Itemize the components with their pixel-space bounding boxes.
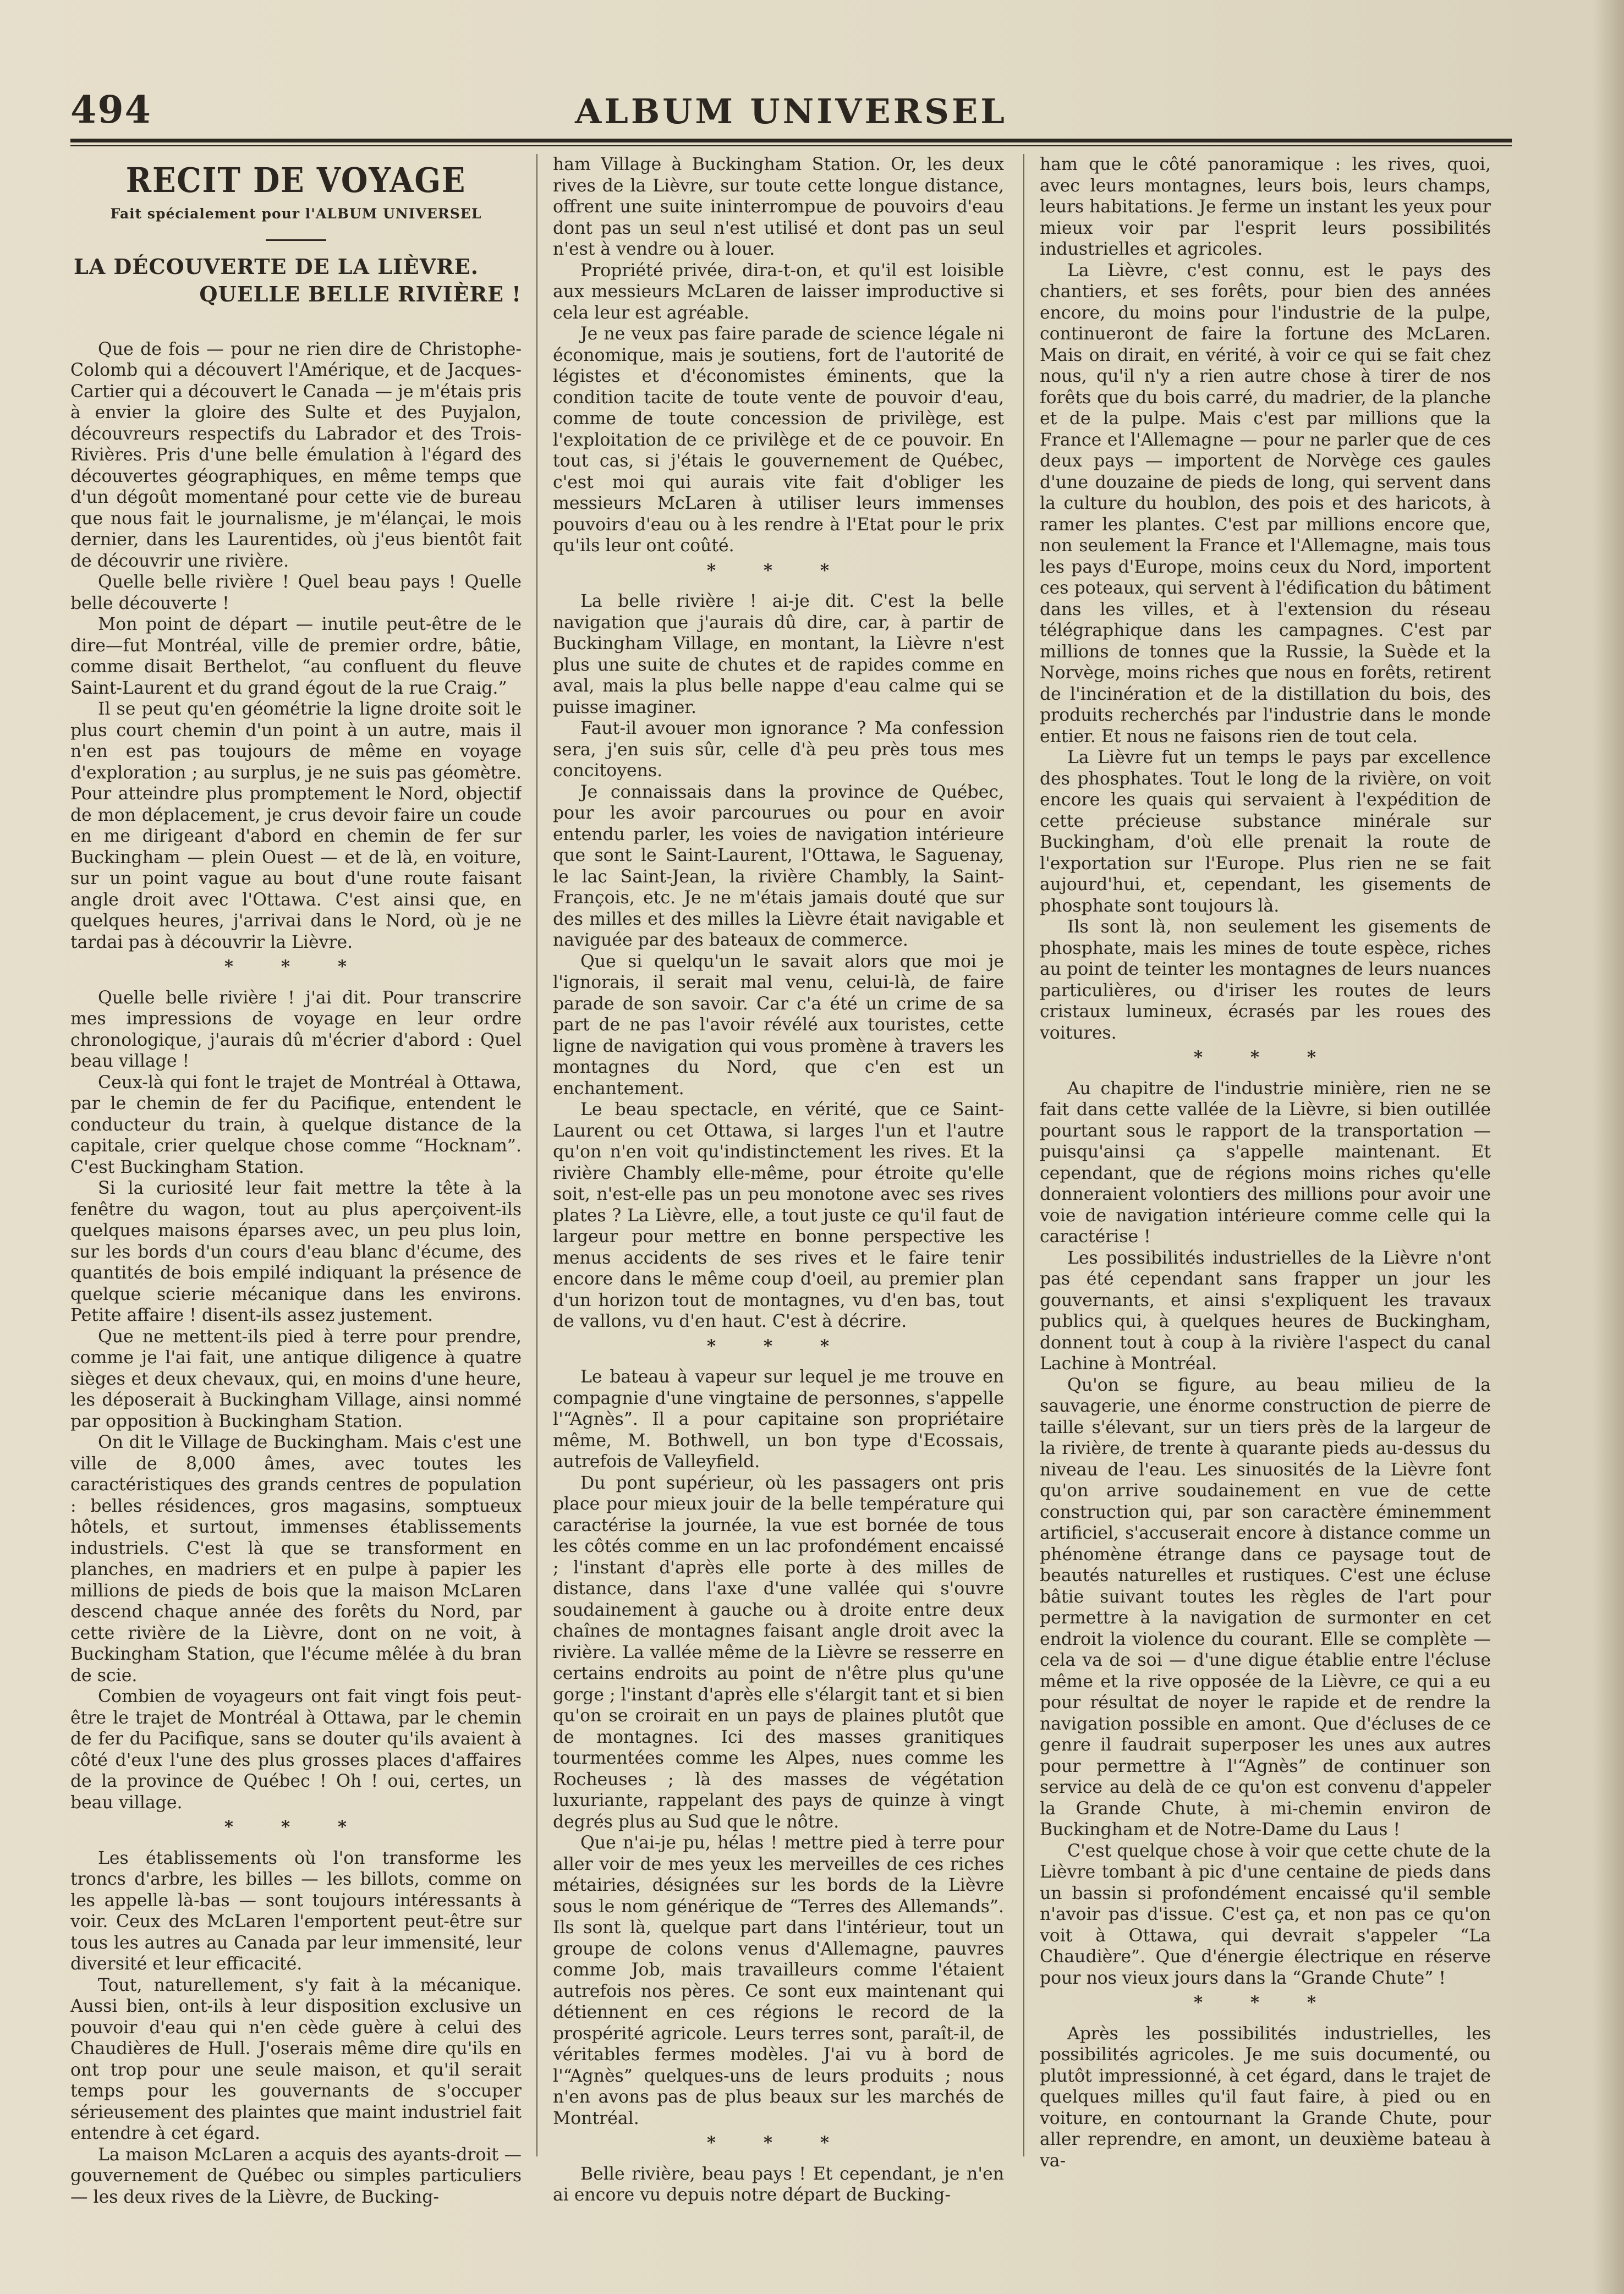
paragraph: Je connaissais dans la province de Québec, pour les avoir parcourues ou pour en avoir entendu parler, les voies de navigation intérieure que sont le Saint-Laurent, l'Ottawa, le Saguenay, le lac Saint-Jean, la rivière Chambly, la Saint-François, etc. Je ne m'étais jamais douté que sur des milles et des milles la Lièvre était navigable et naviguée par des bateaux de commerce. bbox=[553, 782, 1004, 950]
paragraph: Que si quelqu'un le savait alors que moi je l'ignorais, il serait mal venu, celui-là, de faire parade de son savoir. Car c'a été un crime de sa part de ne pas l'avoir révélé aux touristes, cette ligne de navigation qui vous promène à travers les montagnes du Nord, que c'en est un enchantement. bbox=[553, 951, 1004, 1099]
column-divider-2 bbox=[1023, 154, 1024, 2156]
section-separator: * * * bbox=[224, 957, 368, 976]
header-rule-thin bbox=[70, 145, 1512, 146]
article-title: RECIT DE VOYAGE bbox=[125, 160, 467, 200]
column-1 bbox=[70, 154, 522, 2277]
section-separator: * * * bbox=[706, 560, 851, 580]
column-3 bbox=[1040, 154, 1491, 2277]
section-separator: * * * bbox=[1193, 1047, 1337, 1067]
section-separator: * * * bbox=[224, 1817, 368, 1837]
paragraph: Les établissements où l'on transforme les troncs d'arbre, les billes — les billots, comme on les appelle là-bas — sont toujours intéressants à voir. Ceux des McLaren l'emportent peut-être sur tous les autres au Canada par leur immensité, leur diversité et leur efficacité. bbox=[70, 1848, 522, 1974]
paragraph: Belle rivière, beau pays ! Et cependant, je n'en ai encore vu depuis notre départ de Bucking- bbox=[553, 2164, 1004, 2205]
paragraph: Ceux-là qui font le trajet de Montréal à Ottawa, par le chemin de fer du Pacifique, entendent le conducteur du train, à quelque distance de la capitale, crier quelque chose comme “Hocknam”. C'est Buckingham Station. bbox=[70, 1072, 522, 1177]
paragraph: La belle rivière ! ai-je dit. C'est la belle navigation que j'aurais dû dire, car, à partir de Buckingham Village, en montant, la Lièvre n'est plus une suite de chutes et de rapides comme en aval, mais la plus belle nappe d'eau calme qui se puisse imaginer. bbox=[553, 591, 1004, 717]
paragraph: Quelle belle rivière ! Quel beau pays ! Quelle belle découverte ! bbox=[70, 572, 522, 613]
paragraph: Combien de voyageurs ont fait vingt fois peut-être le trajet de Montréal à Ottawa, par le chemin de fer du Pacifique, sans se douter qu'ils avaient à côté d'eux l'une des plus grosses places d'affaires de la province de Québec ! Oh ! oui, certes, un beau village. bbox=[70, 1687, 522, 1813]
paragraph: Mon point de départ — inutile peut-être de le dire—fut Montréal, ville de premier ordre, bâtie, comme disait Berthelot, “au confluent du fleuve Saint-Laurent et du grand égout de la rue Craig.” bbox=[70, 614, 522, 698]
paragraph: Si la curiosité leur fait mettre la tête à la fenêtre du wagon, tout au plus aperçoivent-ils quelques maisons éparses avec, un peu plus loin, sur les bords d'un cours d'eau blanc d'écume, des quantités de bois empilé indiquant la présence de quelque scierie mécanique dans les environs. Petite affaire ! disent-ils assez justement. bbox=[70, 1178, 522, 1325]
paragraph: On dit le Village de Buckingham. Mais c'est une ville de 8,000 âmes, avec toutes les caractéristiques des grands centres de population : belles résidences, gros magasins, somptueux hôtels, et surtout, immenses établissements industriels. C'est là que se transforment en planches, en madriers et en pulpe à papier les millions de pieds de bois que la maison McLaren descend chaque année des forêts du Nord, par cette rivière de la Lièvre, dont on ne voit, à Buckingham Station, que l'écume mêlée à du bran de scie. bbox=[70, 1433, 522, 1686]
paragraph: Que de fois — pour ne rien dire de Christophe-Colomb qui a découvert l'Amérique, et de Jacques-Cartier qui a découvert le Canada — je m'étais pris à envier la gloire des Sulte et des Puyjalon, découvreurs respectifs du Labrador et des Trois-Rivières. Pris d'une belle émulation à l'égard des découvertes géographiques, en même temps que d'un dégoût momentané pour cette vie de bureau que nous fait le journalisme, je m'élançai, le mois dernier, dans les Laurentides, où j'eus bientôt fait de découvrir une rivière. bbox=[70, 339, 522, 571]
page-number: 494 bbox=[70, 88, 152, 132]
paragraph: Que n'ai-je pu, hélas ! mettre pied à terre pour aller voir de mes yeux les merveilles de ces riches métairies, désignées sur les bords de la Lièvre sous le nom générique de “Terres des Allemands”. Ils sont là, quelque part dans l'intérieur, tout un groupe de colons venus d'Allemagne, pauvres comme Job, mais travailleurs comme l'étaient autrefois nos pères. Ce sont eux maintenant qui détiennent en ces régions le record de la prospérité agricole. Leurs terres sont, paraît-il, de véritables fermes modèles. J'ai vu à bord de l'“Agnès” quelques-uns de leurs produits ; nous n'en avons pas de plus beaux sur les marchés de Montréal. bbox=[553, 1833, 1004, 2128]
article-byline: Fait spécialement pour l'ALBUM UNIVERSEL bbox=[110, 206, 482, 222]
paragraph: Je ne veux pas faire parade de science légale ni économique, mais je soutiens, fort de l'autorité de légistes et d'économistes éminents, que la condition tacite de toute vente de pouvoir d'eau, comme de toute concession de privilège, est l'exploitation de ce privilège et de ce pouvoir. En tout cas, si j'étais le gouvernement de Québec, c'est moi qui aurais vite fait d'obliger les messieurs McLaren à utiliser leurs immenses pouvoirs d'eau ou à les rendre à l'Etat pour le prix qu'ils leur ont coûté. bbox=[553, 324, 1004, 556]
title-rule bbox=[266, 239, 326, 241]
paragraph: Le bateau à vapeur sur lequel je me trouve en compagnie d'une vingtaine de personnes, s'appelle l'“Agnès”. Il a pour capitaine son propriétaire même, M. Bothwell, un bon type d'Ecossais, autrefois de Valleyfield. bbox=[553, 1367, 1004, 1472]
paragraph: Quelle belle rivière ! j'ai dit. Pour transcrire mes impressions de voyage en leur ordre chronologique, j'aurais dû m'écrier d'abord : Quel beau village ! bbox=[70, 987, 522, 1071]
section-separator: * * * bbox=[1193, 1993, 1337, 2012]
paragraph: Après les possibilités industrielles, les possibilités agricoles. Je me suis documenté, ou plutôt impressionné, à cet égard, dans le trajet de quelques milles qu'il faut faire, à pied ou en voiture, en contournant la Grande Chute, pour aller reprendre, en amont, un deuxième bateau à va- bbox=[1040, 2023, 1491, 2171]
paragraph: Propriété privée, dira-t-on, et qu'il est loisible aux messieurs McLaren de laisser improductive si cela leur est agréable. bbox=[553, 260, 1004, 323]
subtitle-line-2: QUELLE BELLE RIVIÈRE ! bbox=[199, 281, 522, 306]
column-divider-1 bbox=[536, 154, 537, 2156]
paragraph: Que ne mettent-ils pied à terre pour prendre, comme je l'ai fait, une antique diligence à quatre sièges et deux chevaux, qui, en moins d'une heure, les déposerait à Buckingham Village, ainsi nommé par opposition à Buckingham Station. bbox=[70, 1326, 522, 1431]
section-separator: * * * bbox=[706, 2133, 851, 2153]
paragraph: Du pont supérieur, où les passagers ont pris place pour mieux jouir de la belle température qui caractérise la journée, la vue est bornée de tous les côtés comme en un lac profondément encaissé ; l'instant d'après elle porte à des milles de distance, dans l'axe d'une vallée qui s'ouvre soudainement à gauche ou à droite entre deux chaînes de montagnes faisant angle droit avec la rivière. La vallée même de la Lièvre se resserre en certains endroits au point de n'être plus qu'une gorge ; l'instant d'après elle s'élargit tant et si bien qu'on se croirait en un pays de plaines plutôt que de montagnes. Ici des masses granitiques tourmentées comme les Alpes, nues comme les Rocheuses ; là des masses de végétation luxuriante, rappelant des pays de quinze à vingt degrés plus au Sud que le nôtre. bbox=[553, 1473, 1004, 1832]
paragraph: La Lièvre fut un temps le pays par excellence des phosphates. Tout le long de la rivière, on voit encore les quais qui servaient à l'expédition de cette précieuse substance minérale sur Buckingham, d'où elle prenait la route de l'exportation sur l'Europe. Plus rien ne se fait aujourd'hui, et, cependant, les gisements de phosphate sont toujours là. bbox=[1040, 748, 1491, 916]
paragraph: La Lièvre, c'est connu, est le pays des chantiers, et ses forêts, pour bien des années encore, du moins pour l'industrie de la pulpe, continueront de faire la fortune des McLaren. Mais on dirait, en vérité, à voir ce qui se fait chez nous, qu'il n'y a rien autre chose à tirer de nos forêts que du bois carré, du madrier, de la planche et de la pulpe. Mais c'est par millions que la France et l'Allemagne — pour ne parler que de ces deux pays — importent de Norvège ces gaules d'une douzaine de pieds de long, qui servent dans la culture du houblon, des pois et des haricots, à ramer les plantes. C'est par millions encore que, non seulement la France et l'Allemagne, mais tous les pays d'Europe, moins ceux du Nord, importent ces poteaux, qui servent à l'édification du bâtiment dans les villes, et à l'extension du réseau télégraphique dans les campagnes. C'est par millions de tonnes que la Russie, la Suède et la Norvège, moins riches que nous en forêts, retirent de l'incinération et de la distillation du bois, des produits recherchés par l'industrie dans le monde entier. Et nous ne faisons rien de tout cela. bbox=[1040, 260, 1491, 747]
paragraph: Il se peut qu'en géométrie la ligne droite soit le plus court chemin d'un point à un autre, mais il n'en est pas toujours de même en voyage d'exploration ; au surplus, je ne suis pas géomètre. Pour atteindre plus promptement le Nord, objectif de mon déplacement, je crus devoir faire un coude en me dirigeant d'abord en chemin de fer sur Buckingham — plein Ouest — et de là, en voiture, sur un point vague au bout d'une route faisant angle droit avec l'Ottawa. C'est ainsi que, en quelques heures, j'arrivai dans le Nord, où je ne tardai pas à découvrir la Lièvre. bbox=[70, 699, 522, 952]
paragraph: Le beau spectacle, en vérité, que ce Saint-Laurent ou cet Ottawa, si larges l'un et l'autre qu'on n'en voit qu'indistinctement les rives. Et la rivière Chambly elle-même, pour étroite qu'elle soit, n'est-elle pas un peu monotone avec ses rives plates ? La Lièvre, elle, a tout juste ce qu'il faut de largeur pour mettre en bonne perspective les menus accidents de ses rives et le faire tenir encore dans le même coup d'oeil, au premier plan d'un horizon tout de montagnes, vu d'en bas, tout de vallons, vu d'en haut. C'est à décrire. bbox=[553, 1100, 1004, 1331]
subtitle-line-1: LA DÉCOUVERTE DE LA LIÈVRE. bbox=[74, 254, 479, 279]
paragraph: ham que le côté panoramique : les rives, quoi, avec leurs montagnes, leurs bois, leurs champs, leurs habitations. Je ferme un instant les yeux pour mieux voir par l'esprit leurs possibilités industrielles et agricoles. bbox=[1040, 155, 1491, 259]
paragraph: ham Village à Buckingham Station. Or, les deux rives de la Lièvre, sur toute cette longue distance, offrent une suite ininterrompue de pouvoirs d'eau dont pas un seul n'est utilisé et dont pas un seul n'est à vendre ou à louer. bbox=[553, 155, 1004, 259]
paragraph: Qu'on se figure, au beau milieu de la sauvagerie, une énorme construction de pierre de taille s'élevant, sur un tiers près de la largeur de la rivière, de trente à quarante pieds au-dessus du niveau de l'eau. Les sinuosités de la Lièvre font qu'on arrive soudainement en vue de cette construction qui, par son caractère éminemment artificiel, s'accuserait encore à distance comme un phénomène étrange dans ce paysage tout de beautés naturelles et rustiques. C'est une écluse bâtie suivant toutes les règles de l'art pour permettre à la navigation de surmonter en cet endroit la violence du courant. Elle se complète — cela va de soi — d'une digue établie entre l'écluse même et la rive opposée de la Lièvre, ce qui a eu pour résultat de noyer le rapide et de rendre la navigation possible en amont. Que d'écluses de ce genre il faudrait superposer les unes aux autres pour permettre à l'“Agnès” de continuer son service au delà de ce qu'on est convenu d'appeler la Grande Chute, à mi-chemin environ de Buckingham et de Notre-Dame du Laus ! bbox=[1040, 1375, 1491, 1840]
paragraph: Au chapitre de l'industrie minière, rien ne se fait dans cette vallée de la Lièvre, si bien outillée pourtant sous le rapport de la transportation — puisqu'ainsi ça s'appelle maintenant. Et cependant, que de régions moins riches qu'elle donneraient volontiers des millions pour avoir une voie de navigation intérieure comme celle qui la caractérise ! bbox=[1040, 1078, 1491, 1247]
section-separator: * * * bbox=[706, 1336, 851, 1356]
paragraph: Tout, naturellement, s'y fait à la mécanique. Aussi bien, ont-ils à leur disposition exclusive un pouvoir d'eau qui n'en cède guère à celui des Chaudières de Hull. J'oserais même dire qu'ils en ont trop pour une seule maison, et qu'il serait temps pour les gouvernants de s'occuper sérieusement des plaintes que maint industriel fait entendre à cet égard. bbox=[70, 1975, 522, 2143]
paragraph: Faut-il avouer mon ignorance ? Ma confession sera, j'en suis sûr, celle d'à peu près tous mes concitoyens. bbox=[553, 718, 1004, 781]
paragraph: La maison McLaren a acquis des ayants-droit —gouvernement de Québec ou simples particuliers — les deux rives de la Lièvre, de Bucking- bbox=[70, 2144, 522, 2207]
journal-title: ALBUM UNIVERSEL bbox=[575, 91, 1007, 131]
column-2-text bbox=[553, 154, 1004, 2206]
page-header bbox=[70, 83, 1512, 138]
paragraph: Les possibilités industrielles de la Lièvre n'ont pas été cependant sans frapper un jour les gouvernants, et ainsi s'expliquent les travaux publics qui, à quelques heures de Buckingham, donnent tout à coup à la rivière l'aspect du canal Lachine à Montréal. bbox=[1040, 1248, 1491, 1374]
paragraph: Ils sont là, non seulement les gisements de phosphate, mais les mines de toute espèce, riches au point de teinter les montagnes de leurs nuances particulières, ou d'iriser les routes de leurs cristaux lumineux, écrasés par les roues des voitures. bbox=[1040, 917, 1491, 1043]
header-rule bbox=[70, 139, 1512, 142]
paragraph: C'est quelque chose à voir que cette chute de la Lièvre tombant à pic d'une centaine de pieds dans un bassin si profondément encaissé qu'il semble n'avoir pas d'issue. C'est ça, et non pas ce qu'on voit à Ottawa, qui devrait s'appeler “La Chaudière”. Que d'énergie électrique en réserve pour nos vieux jours dans la “Grande Chute” ! bbox=[1040, 1841, 1491, 1988]
column-3-text bbox=[1040, 154, 1491, 2171]
article-subtitle bbox=[70, 253, 522, 308]
column-2 bbox=[553, 154, 1004, 2277]
column-1-text bbox=[70, 339, 522, 2208]
page-gutter-shadow bbox=[1594, 0, 1624, 2294]
